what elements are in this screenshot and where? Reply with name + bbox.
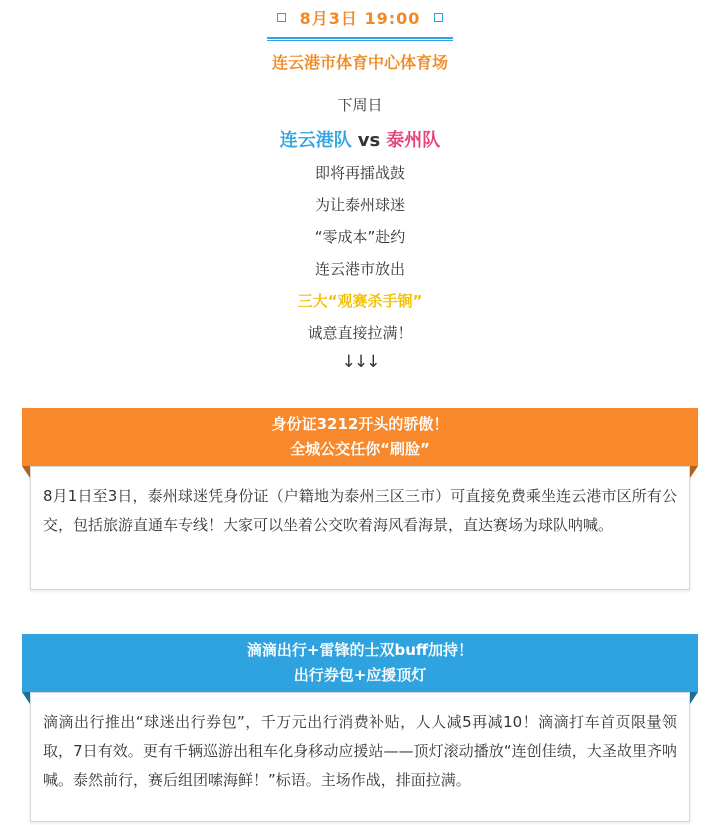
- section-2-card: [30, 692, 690, 822]
- intro-line: 为让泰州球迷: [314, 196, 405, 214]
- down-arrows-icon: ↓↓↓: [341, 352, 379, 372]
- square-bullet-icon: [434, 13, 443, 22]
- banner-fold: [690, 692, 698, 704]
- highlight-text: 三大“观赛杀手锏”: [297, 292, 423, 310]
- square-bullet-icon: [277, 13, 286, 22]
- section-1-subtitle: 全城公交任你“刷脸”: [290, 440, 430, 458]
- intro-line: 即将再擂战鼓: [314, 164, 405, 182]
- divider: [267, 40, 453, 41]
- team-b-name: 泰州队: [386, 130, 441, 151]
- section-2-subtitle: 出行券包+应援顶灯: [293, 666, 427, 684]
- vs-text: vs: [357, 130, 381, 151]
- intro-line: “零成本”赴约: [314, 228, 406, 246]
- banner-fold: [22, 466, 30, 478]
- section-1-body: 8月1日至3日，泰州球迷凭身份证（户籍地为泰州三区三市）可直接免费乘坐连云港市区所有公交，包括旅游直通车专线！大家可以坐着公交吹着海风看海景，直达赛场为球队呐喊。: [43, 487, 677, 534]
- divider: [267, 37, 453, 39]
- section-2-body: 滴滴出行推出“球迷出行券包”，千万元出行消费补贴，人人减5再减10！滴滴打车首页限量领取，7日有效。更有千辆巡游出租车化身移动应援站——顶灯滚动播放“连创佳绩，大圣故里齐呐喊。泰然前行，赛后组团嗦海鲜！”标语。主场作战，排面拉满。: [43, 713, 677, 789]
- date-time-header: [0, 6, 720, 29]
- section-1-title: 身份证3212开头的骄傲！: [271, 415, 449, 433]
- match-datetime: 8月3日 19:00: [299, 9, 421, 28]
- intro-line: 连云港市放出: [314, 260, 405, 278]
- section-1-banner: [22, 408, 698, 466]
- section-2-banner: [22, 634, 698, 692]
- section-1-card: [30, 466, 690, 590]
- venue-name: 连云港市体育中心体育场: [271, 53, 448, 72]
- team-a-name: 连云港队: [279, 130, 352, 151]
- banner-fold: [690, 466, 698, 478]
- section-2-title: 滴滴出行+雷锋的士双buff加持！: [246, 641, 474, 659]
- matchup: [0, 126, 720, 152]
- intro-line: 诚意直接拉满！: [307, 324, 413, 342]
- next-week-text: 下周日: [337, 96, 383, 114]
- banner-fold: [22, 692, 30, 704]
